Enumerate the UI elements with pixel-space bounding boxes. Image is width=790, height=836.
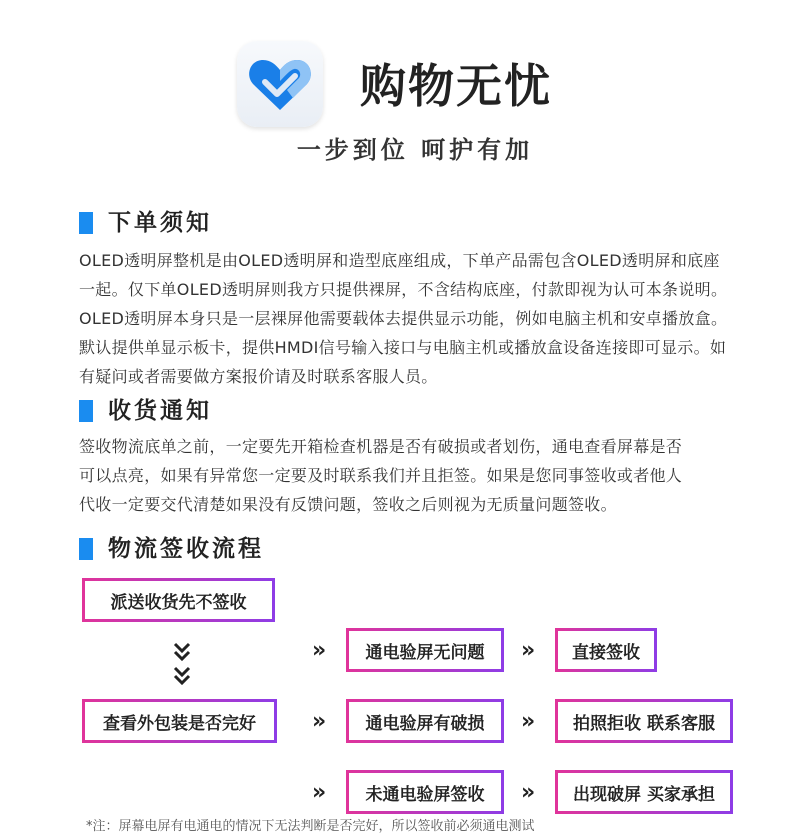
app-logo xyxy=(237,41,323,127)
double-chevron-right-icon: » xyxy=(521,709,536,734)
text-line: 默认提供单显示板卡，提供HMDI信号输入接口与电脑主机或播放盒设备连接即可显示。如 xyxy=(79,338,727,357)
flow-box-unchecked xyxy=(346,770,504,814)
double-chevron-right-icon: » xyxy=(312,709,327,734)
flow-box-deliver xyxy=(82,578,275,622)
flow-box-label: 通电验屏无问题 xyxy=(349,631,501,669)
text-line: 代收一定要交代清楚如果没有反馈问题，签收之后则视为无质量问题签收。 xyxy=(79,495,617,514)
flow-box-package-check xyxy=(82,699,277,743)
section-heading-label: 下单须知 xyxy=(108,210,212,236)
text-line: 签收物流底单之前，一定要先开箱检查机器是否有破损或者划伤，通电查看屏幕是否 xyxy=(79,437,683,456)
text-line: 可以点亮，如果有异常您一定要及时联系我们并且拒签。如果是您同事签收或者他人 xyxy=(79,466,683,485)
double-chevron-down-icon xyxy=(172,641,192,685)
flow-box-label: 拍照拒收 联系客服 xyxy=(558,702,730,740)
text-line: OLED透明屏整机是由OLED透明屏和造型底座组成，下单产品需包含OLED透明屏和底座 xyxy=(79,251,720,270)
page-subtitle: 一步到位 呵护有加 xyxy=(296,136,534,164)
section-heading-label: 物流签收流程 xyxy=(108,536,264,562)
accent-bar xyxy=(79,400,93,422)
order-notice-text xyxy=(79,246,727,391)
footnote: *注：屏幕电屏有电通电的情况下无法判断是否完好，所以签收前必须通电测试 xyxy=(86,819,535,834)
heart-check-icon xyxy=(247,54,313,114)
section-heading-label: 收货通知 xyxy=(108,398,212,424)
double-chevron-right-icon: » xyxy=(312,780,327,805)
flow-box-label: 出现破屏 买家承担 xyxy=(558,773,730,811)
flow-box-damaged-result xyxy=(555,699,733,743)
flow-box-damaged-check xyxy=(346,699,504,743)
double-chevron-right-icon: » xyxy=(521,780,536,805)
flow-box-ok-check xyxy=(346,628,504,672)
receipt-notice-text xyxy=(79,432,682,519)
double-chevron-right-icon: » xyxy=(521,638,536,663)
accent-bar xyxy=(79,212,93,234)
flow-box-unchecked-result xyxy=(555,770,733,814)
accent-bar xyxy=(79,538,93,560)
double-chevron-right-icon: » xyxy=(312,638,327,663)
text-line: 一起。仅下单OLED透明屏则我方只提供裸屏，不含结构底座，付款即视为认可本条说明。 xyxy=(79,280,728,299)
text-line: 有疑问或者需要做方案报价请及时联系客服人员。 xyxy=(79,367,438,386)
flow-box-ok-result xyxy=(555,628,657,672)
text-line: OLED透明屏本身只是一层裸屏他需要载体去提供显示功能，例如电脑主机和安卓播放盒。 xyxy=(79,309,728,328)
flow-box-label: 未通电验屏签收 xyxy=(349,773,501,811)
flow-box-label: 派送收货先不签收 xyxy=(85,581,272,619)
flow-box-label: 查看外包装是否完好 xyxy=(85,702,274,740)
page-title: 购物无忧 xyxy=(360,59,552,113)
flow-box-label: 通电验屏有破损 xyxy=(349,702,501,740)
flow-box-label: 直接签收 xyxy=(558,631,654,669)
